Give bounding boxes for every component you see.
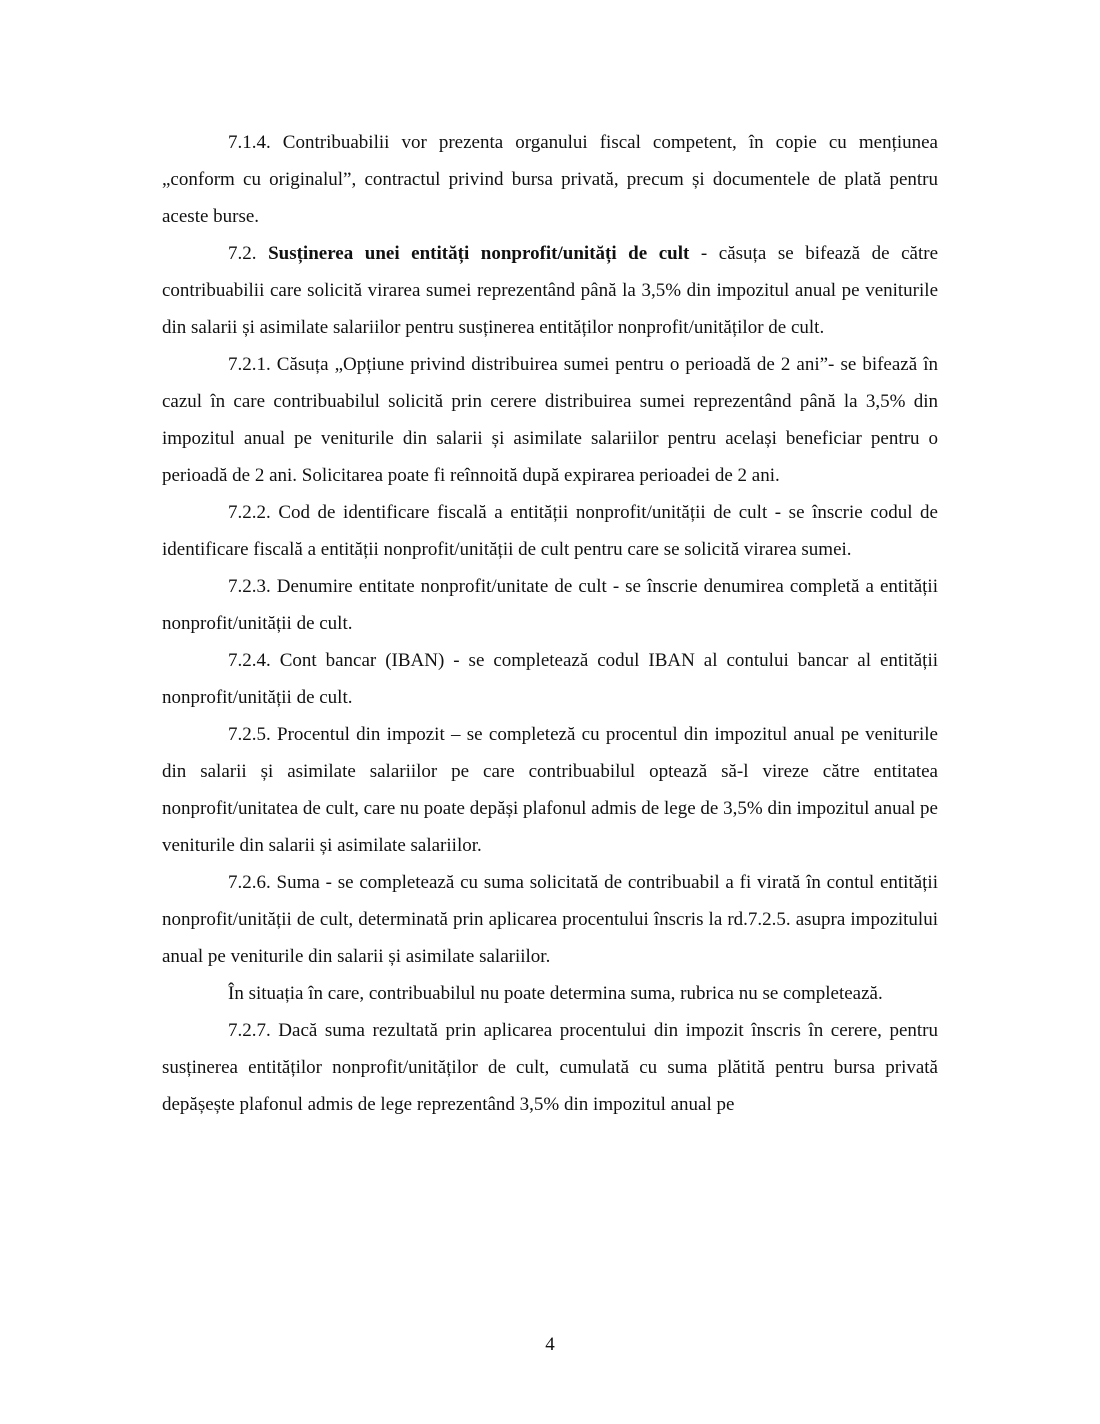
section-description: - căsuța se bifează de către contribuabilii care solicită virarea sumei reprezentând până la 3,5% din impozitul anual pe veniturile din salarii și asimilate salariilor pentru susținerea entităților nonprofit/unităților de cult.	[162, 243, 939, 338]
section-heading: Susținerea unei entități nonprofit/unități de cult	[268, 243, 690, 264]
paragraph-7-1-4: 7.1.4. Contribuabilii vor prezenta organului fiscal competent, în copie cu mențiunea „conform cu originalul”, contractul privind bursa privată, precum și documentele de plată pentru aceste burse.	[162, 132, 938, 227]
section-number: 7.2.	[228, 243, 269, 264]
paragraph-7-2-2: 7.2.2. Cod de identificare fiscală a entității nonprofit/unității de cult - se înscrie codul de identificare fiscală a entității nonprofit/unității de cult pentru care se solicită virarea sumei.	[162, 502, 938, 560]
paragraph-7-2-6: 7.2.6. Suma - se completează cu suma solicitată de contribuabil a fi virată în contul entității nonprofit/unității de cult, determinată prin aplicarea procentului înscris la rd.7.2.5. asupra impozitului anual pe veniturile din salarii și asimilate salariilor.	[162, 872, 938, 967]
paragraph-7-2-1: 7.2.1. Căsuța „Opțiune privind distribuirea sumei pentru o perioadă de 2 ani”- se bifează în cazul în care contribuabilul solicită prin cerere distribuirea sumei reprezentând până la 3,5% din impozitul anual pe veniturile din salarii și asimilate salariilor pentru același beneficiar pentru o perioadă de 2 ani. Solicitarea poate fi reînnoită după expirarea perioadei de 2 ani.	[162, 354, 938, 486]
document-body	[162, 124, 938, 1123]
paragraph-7-2	[162, 235, 938, 346]
paragraph-7-2-3: 7.2.3. Denumire entitate nonprofit/unitate de cult - se înscrie denumirea completă a entității nonprofit/unității de cult.	[162, 576, 938, 634]
paragraph-situatie: În situația în care, contribuabilul nu poate determina suma, rubrica nu se completează.	[228, 983, 883, 1004]
paragraph-7-2-4: 7.2.4. Cont bancar (IBAN) - se completează codul IBAN al contului bancar al entității nonprofit/unității de cult.	[162, 650, 938, 708]
page-number: 4	[545, 1334, 555, 1355]
paragraph-7-2-5: 7.2.5. Procentul din impozit – se completeză cu procentul din impozitul anual pe veniturile din salarii și asimilate salariilor pe care contribuabilul optează să-l vireze către entitatea nonprofit/unitatea de cult, care nu poate depăși plafonul admis de lege de 3,5% din impozitul anual pe veniturile din salarii și asimilate salariilor.	[162, 724, 938, 856]
paragraph-7-2-7: 7.2.7. Dacă suma rezultată prin aplicarea procentului din impozit înscris în cerere, pentru susținerea entităților nonprofit/unităților de cult, cumulată cu suma plătită pentru bursa privată depășește plafonul admis de lege reprezentând 3,5% din impozitul anual pe	[162, 1020, 938, 1115]
